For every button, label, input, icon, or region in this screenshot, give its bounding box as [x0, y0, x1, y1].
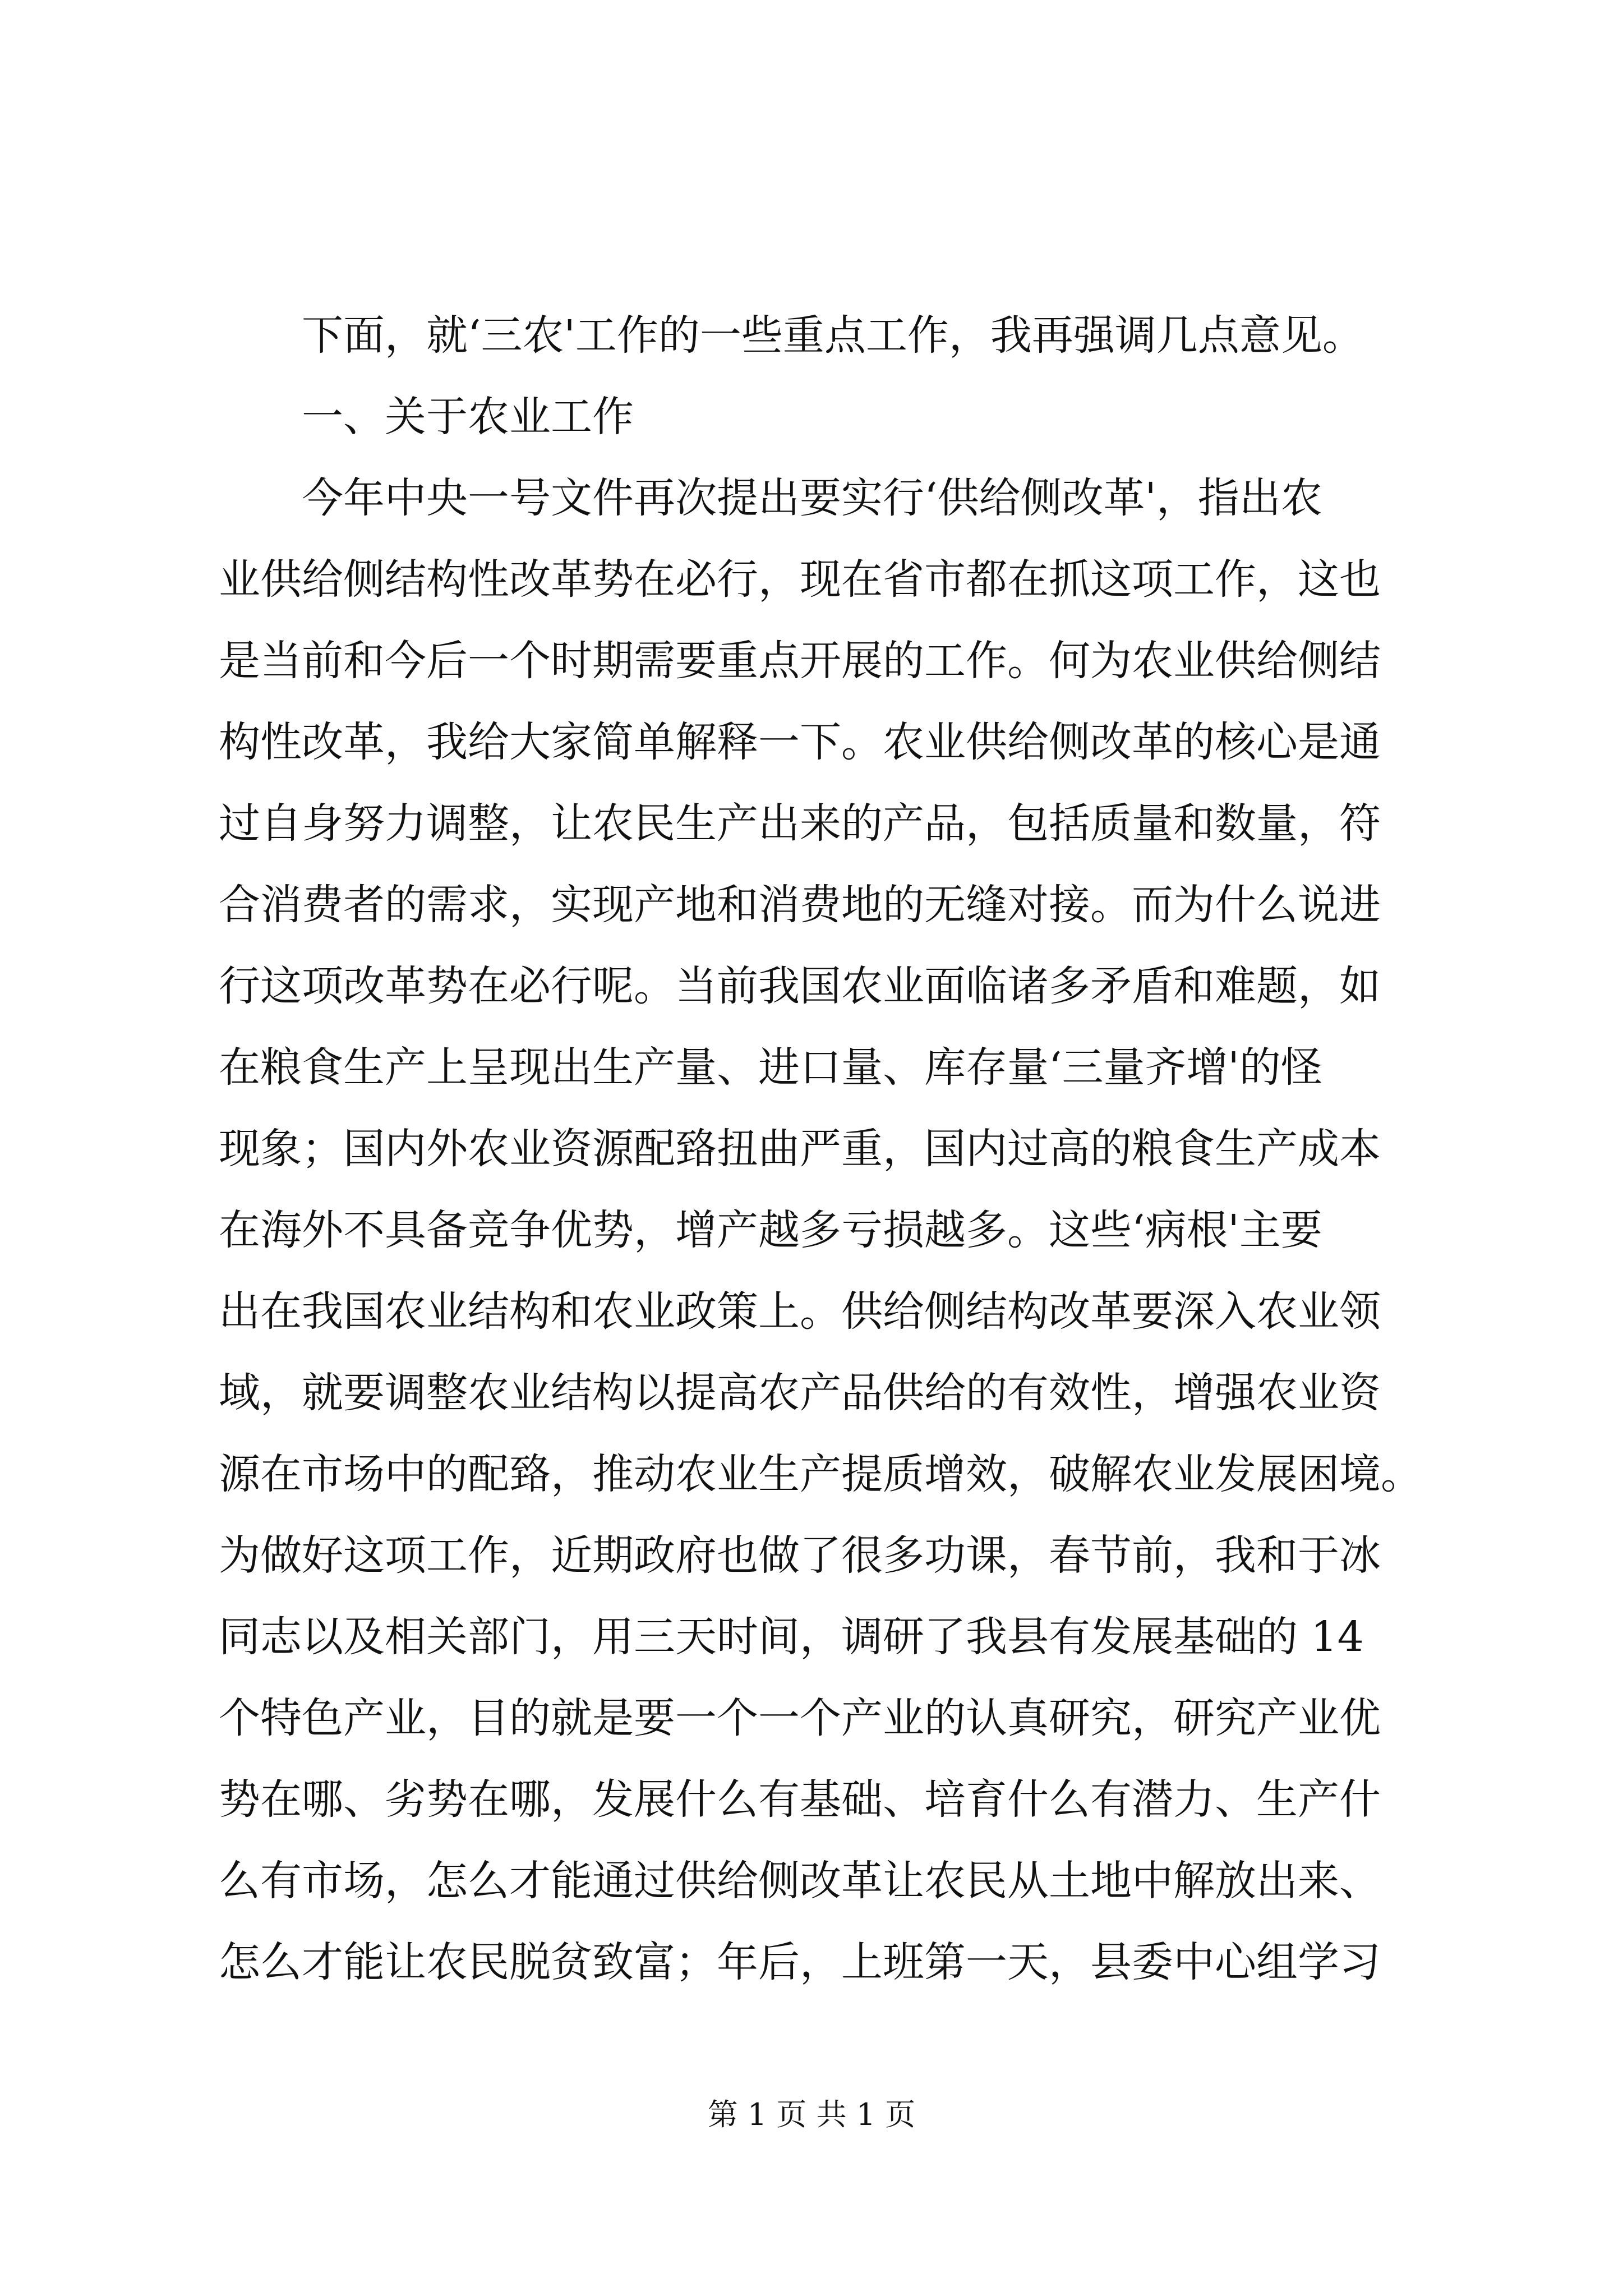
body-line: 么有市场，怎么才能通过供给侧改革让农民从土地中解放出来、 — [219, 1857, 1381, 1905]
body-line: 构性改革，我给大家简单解释一下。农业供给侧改革的核心是通 — [219, 718, 1381, 766]
body-line: 怎么才能让农民脱贫致富；年后，上班第一天，县委中心组学习 — [219, 1938, 1381, 1986]
body-line: 个特色产业，目的就是要一个一个产业的认真研究，研究产业优 — [219, 1694, 1381, 1742]
body-line: 现象；国内外农业资源配臵扭曲严重，国内过高的粮食生产成本 — [219, 1125, 1381, 1173]
body-line: 行这项改革势在必行呢。当前我国农业面临诸多矛盾和难题，如 — [219, 962, 1381, 1010]
paragraph-intro-line: 下面，就‘三农'工作的一些重点工作，我再强调几点意见。 — [302, 311, 1364, 360]
body-line: 为做好这项工作，近期政府也做了很多功课，春节前，我和于冰 — [219, 1531, 1381, 1580]
body-line: 合消费者的需求，实现产地和消费地的无缝对接。而为什么说进 — [219, 881, 1381, 929]
page-number-footer: 第 1 页 共 1 页 — [707, 2097, 916, 2132]
body-line: 在粮食生产上呈现出生产量、进口量、库存量‘三量齐增'的怪 — [219, 1043, 1322, 1092]
body-line: 是当前和今后一个时期需要重点开展的工作。何为农业供给侧结 — [219, 637, 1381, 685]
body-line: 域，就要调整农业结构以提高农产品供给的有效性，增强农业资 — [219, 1369, 1381, 1417]
body-line: 在海外不具备竞争优势，增产越多亏损越多。这些‘病根'主要 — [219, 1206, 1322, 1254]
body-line: 业供给侧结构性改革势在必行，现在省市都在抓这项工作，这也 — [219, 555, 1381, 604]
body-line: 今年中央一号文件再次提出要实行‘供给侧改革'，指出农 — [302, 474, 1322, 522]
body-line: 同志以及相关部门，用三天时间，调研了我县有发展基础的 14 — [219, 1613, 1364, 1661]
section-heading: 一、关于农业工作 — [302, 393, 634, 441]
body-line: 势在哪、劣势在哪，发展什么有基础、培育什么有潜力、生产什 — [219, 1775, 1381, 1824]
body-line: 源在市场中的配臵，推动农业生产提质增效，破解农业发展困境。 — [219, 1450, 1422, 1498]
body-line: 出在我国农业结构和农业政策上。供给侧结构改革要深入农业领 — [219, 1287, 1381, 1336]
body-line: 过自身努力调整，让农民生产出来的产品，包括质量和数量，符 — [219, 799, 1381, 848]
